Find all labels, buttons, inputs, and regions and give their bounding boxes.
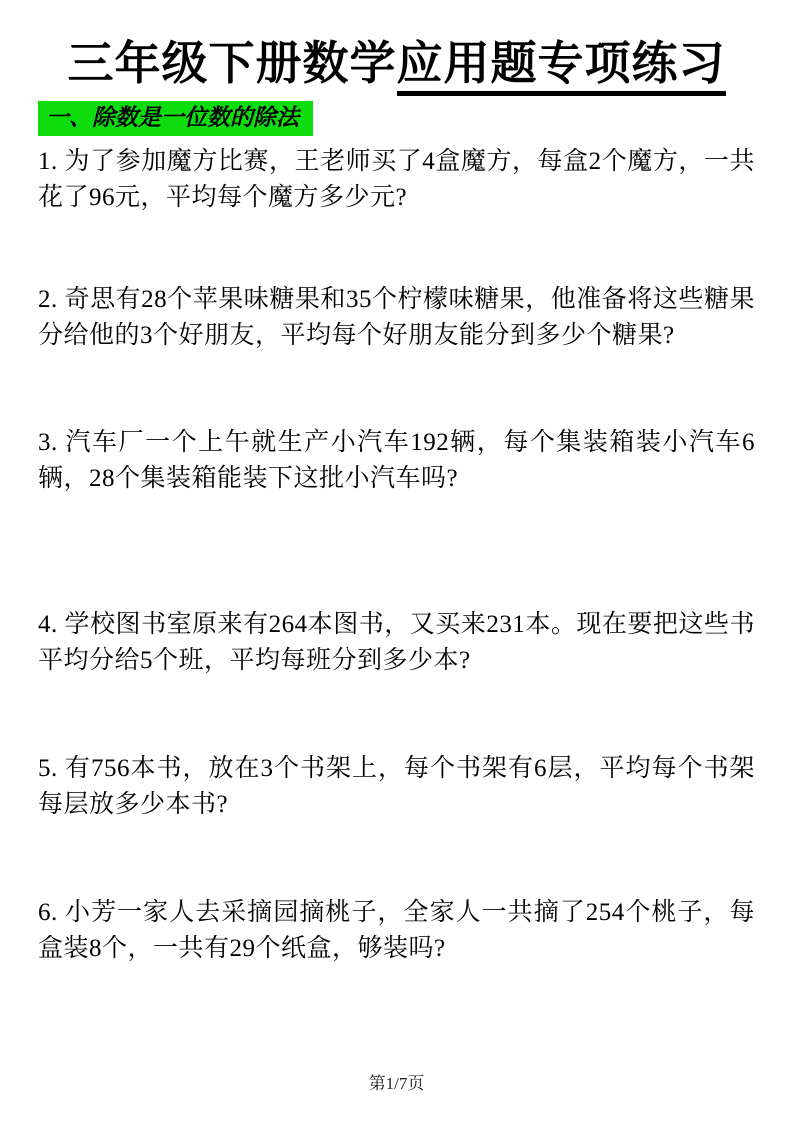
page-title-plain: 三年级下册数学 [67,37,397,89]
problem-4: 4. 学校图书室原来有264本图书，又买来231本。现在要把这些书平均分给5个班，平均每班分到多少本? [38,610,755,674]
problem-6: 6. 小芳一家人去采摘园摘桃子，全家人一共摘了254个桃子，每盒装8个，一共有29个纸盒，够装吗? [38,898,755,962]
section-header: 一、除数是一位数的除法 [38,101,313,136]
problem-1: 1. 为了参加魔方比赛，王老师买了4盒魔方，每盒2个魔方，一共花了96元，平均每个魔方多少元? [38,147,755,211]
page-number: 第1/7页 [368,1074,425,1093]
page-title-underlined: 应用题专项练习 [397,37,726,96]
page-title [38,36,755,91]
problem-3: 3. 汽车厂一个上午就生产小汽车192辆，每个集装箱装小汽车6辆，28个集装箱能装下这批小汽车吗? [38,428,755,492]
problem-5: 5. 有756本书，放在3个书架上，每个书架有6层，平均每个书架每层放多少本书? [38,754,755,818]
problem-2: 2. 奇思有28个苹果味糖果和35个柠檬味糖果，他准备将这些糖果分给他的3个好朋友，平均每个好朋友能分到多少个糖果? [38,285,755,349]
